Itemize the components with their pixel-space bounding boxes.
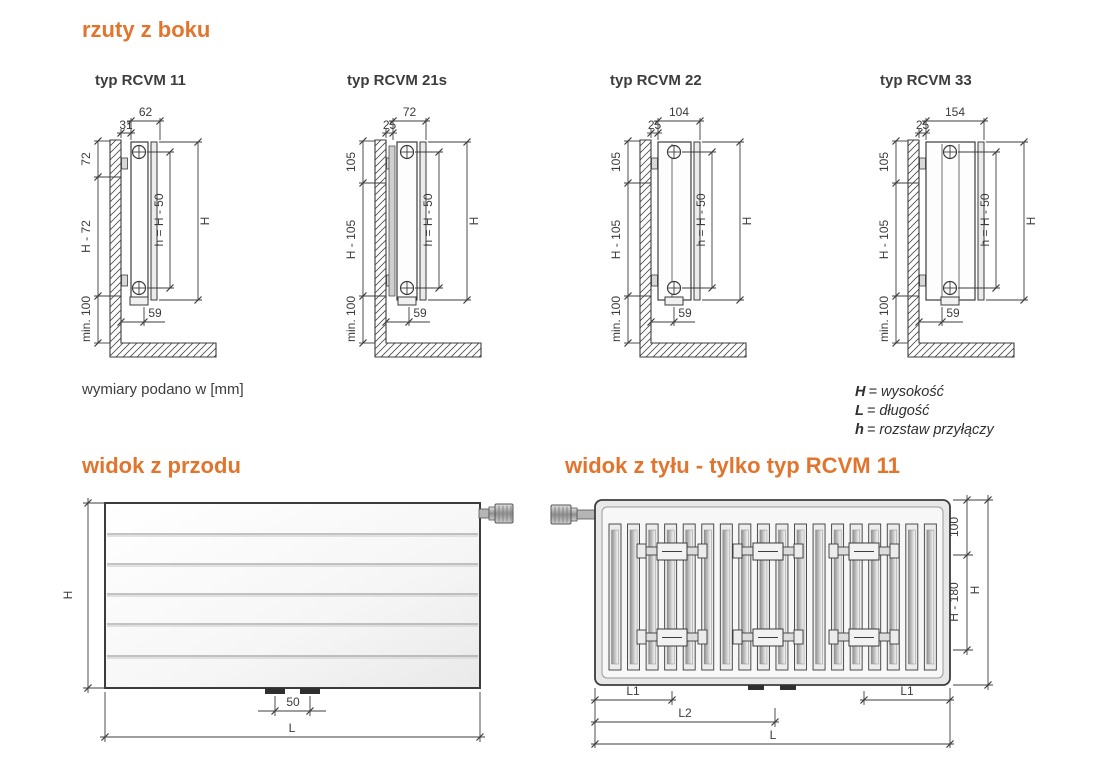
front-height-label: H (61, 590, 75, 600)
wall-bracket (122, 275, 128, 286)
dim-upper-label: 105 (609, 151, 623, 173)
legend (855, 383, 994, 440)
mounting-tab (300, 688, 320, 694)
dim-connection-label: h = H - 50 (421, 193, 435, 247)
wall-bracket (122, 158, 128, 169)
dim-middle-label: H - 105 (609, 219, 623, 260)
radiator-body (926, 142, 975, 300)
legend-item (855, 383, 994, 402)
back-length-label: L (769, 728, 777, 742)
side-view-rcvm-21s (323, 70, 563, 375)
side-view-drawing (588, 100, 823, 370)
dim-middle-label: H - 105 (877, 219, 891, 260)
wall-bracket (920, 158, 926, 169)
back-view-drawing (545, 486, 1094, 761)
radiator-body (131, 142, 148, 300)
wall-and-floor (110, 140, 216, 357)
convector-fin (389, 146, 395, 296)
dim-height-label: H (198, 216, 212, 226)
dim-top-width-label: 154 (944, 105, 966, 119)
legend-symbol: L (855, 403, 864, 419)
dim-height-label: H (467, 216, 481, 226)
dim-top-width-label: 104 (668, 105, 690, 119)
dim-lower-label: min. 100 (344, 295, 358, 343)
drain-plug (130, 297, 148, 305)
legend-text: = wysokość (868, 384, 944, 400)
dim-bottom-label: 59 (148, 306, 162, 320)
side-view-drawing (58, 100, 293, 370)
dim-upper-label: 105 (344, 151, 358, 173)
back-top-dim-label: 100 (947, 516, 961, 538)
dim-connection-label: h = H - 50 (694, 193, 708, 247)
legend-text: = długość (866, 403, 930, 419)
dim-upper-label: 105 (877, 151, 891, 173)
back-height-label: H (968, 585, 982, 595)
dim-top-width-label: 72 (402, 105, 417, 119)
section-title-side-views: rzuty z boku (82, 17, 211, 42)
front-view-drawing (58, 490, 548, 761)
thermostatic-valve (479, 504, 513, 523)
dim-bottom-label: 59 (946, 306, 960, 320)
dim-lower-label: min. 100 (79, 295, 93, 343)
back-l2-label: L2 (678, 706, 692, 720)
legend-text: = rozstaw przyłączy (866, 422, 994, 438)
dim-bottom-label: 59 (678, 306, 692, 320)
legend-item (855, 421, 994, 440)
side-view-drawing (856, 100, 1091, 370)
dim-height-label: H (740, 216, 754, 226)
dim-top-offset-label: 25 (915, 118, 930, 132)
drain-plug (398, 297, 416, 305)
back-l1-right-label: L1 (900, 684, 914, 698)
wall-and-floor (640, 140, 746, 357)
dim-connection-label: h = H - 50 (152, 193, 166, 247)
wall-bracket (920, 275, 926, 286)
dim-top-width-label: 62 (138, 105, 153, 119)
section-title-front-view: widok z przodu (82, 453, 241, 478)
dim-top-offset-label: 25 (382, 118, 397, 132)
dim-connection-label: h = H - 50 (978, 193, 992, 247)
mounting-tab (748, 685, 764, 690)
side-view-title: typ RCVM 22 (610, 72, 702, 89)
side-view-title: typ RCVM 21s (347, 72, 448, 89)
drain-plug (941, 297, 959, 305)
dim-top-offset-label: 31 (119, 118, 133, 132)
back-middle-dim-label: H - 180 (947, 582, 961, 622)
back-l1-left-label: L1 (626, 684, 640, 698)
radiator-body (658, 142, 691, 300)
legend-item (855, 402, 994, 421)
units-note: wymiary podano w [mm] (82, 381, 244, 398)
side-view-rcvm-11 (58, 70, 298, 375)
side-view-title: typ RCVM 33 (880, 72, 972, 89)
wall-bracket (652, 275, 658, 286)
mounting-tab (780, 685, 796, 690)
dim-lower-label: min. 100 (877, 295, 891, 343)
legend-symbol: h (855, 422, 864, 438)
wall-bracket (652, 158, 658, 169)
front-length-label: L (288, 721, 296, 735)
drain-plug (665, 297, 683, 305)
dim-height-label: H (1024, 216, 1038, 226)
side-view-title: typ RCVM 11 (95, 72, 186, 89)
dim-top-offset-label: 25 (647, 118, 662, 132)
thermostatic-valve (551, 505, 595, 524)
mounting-tab (265, 688, 285, 694)
side-view-rcvm-22 (588, 70, 828, 375)
dim-middle-label: H - 105 (344, 219, 358, 260)
section-title-back-view: widok z tyłu - tylko typ RCVM 11 (565, 453, 900, 478)
dim-bottom-label: 59 (413, 306, 427, 320)
legend-symbol: H (855, 384, 866, 400)
side-view-rcvm-33 (856, 70, 1094, 375)
front-tab-spacing-label: 50 (286, 695, 300, 709)
dim-lower-label: min. 100 (609, 295, 623, 343)
dim-middle-label: H - 72 (79, 220, 93, 253)
dim-upper-label: 72 (79, 152, 93, 166)
side-view-drawing (323, 100, 558, 370)
radiator-body (397, 142, 417, 300)
